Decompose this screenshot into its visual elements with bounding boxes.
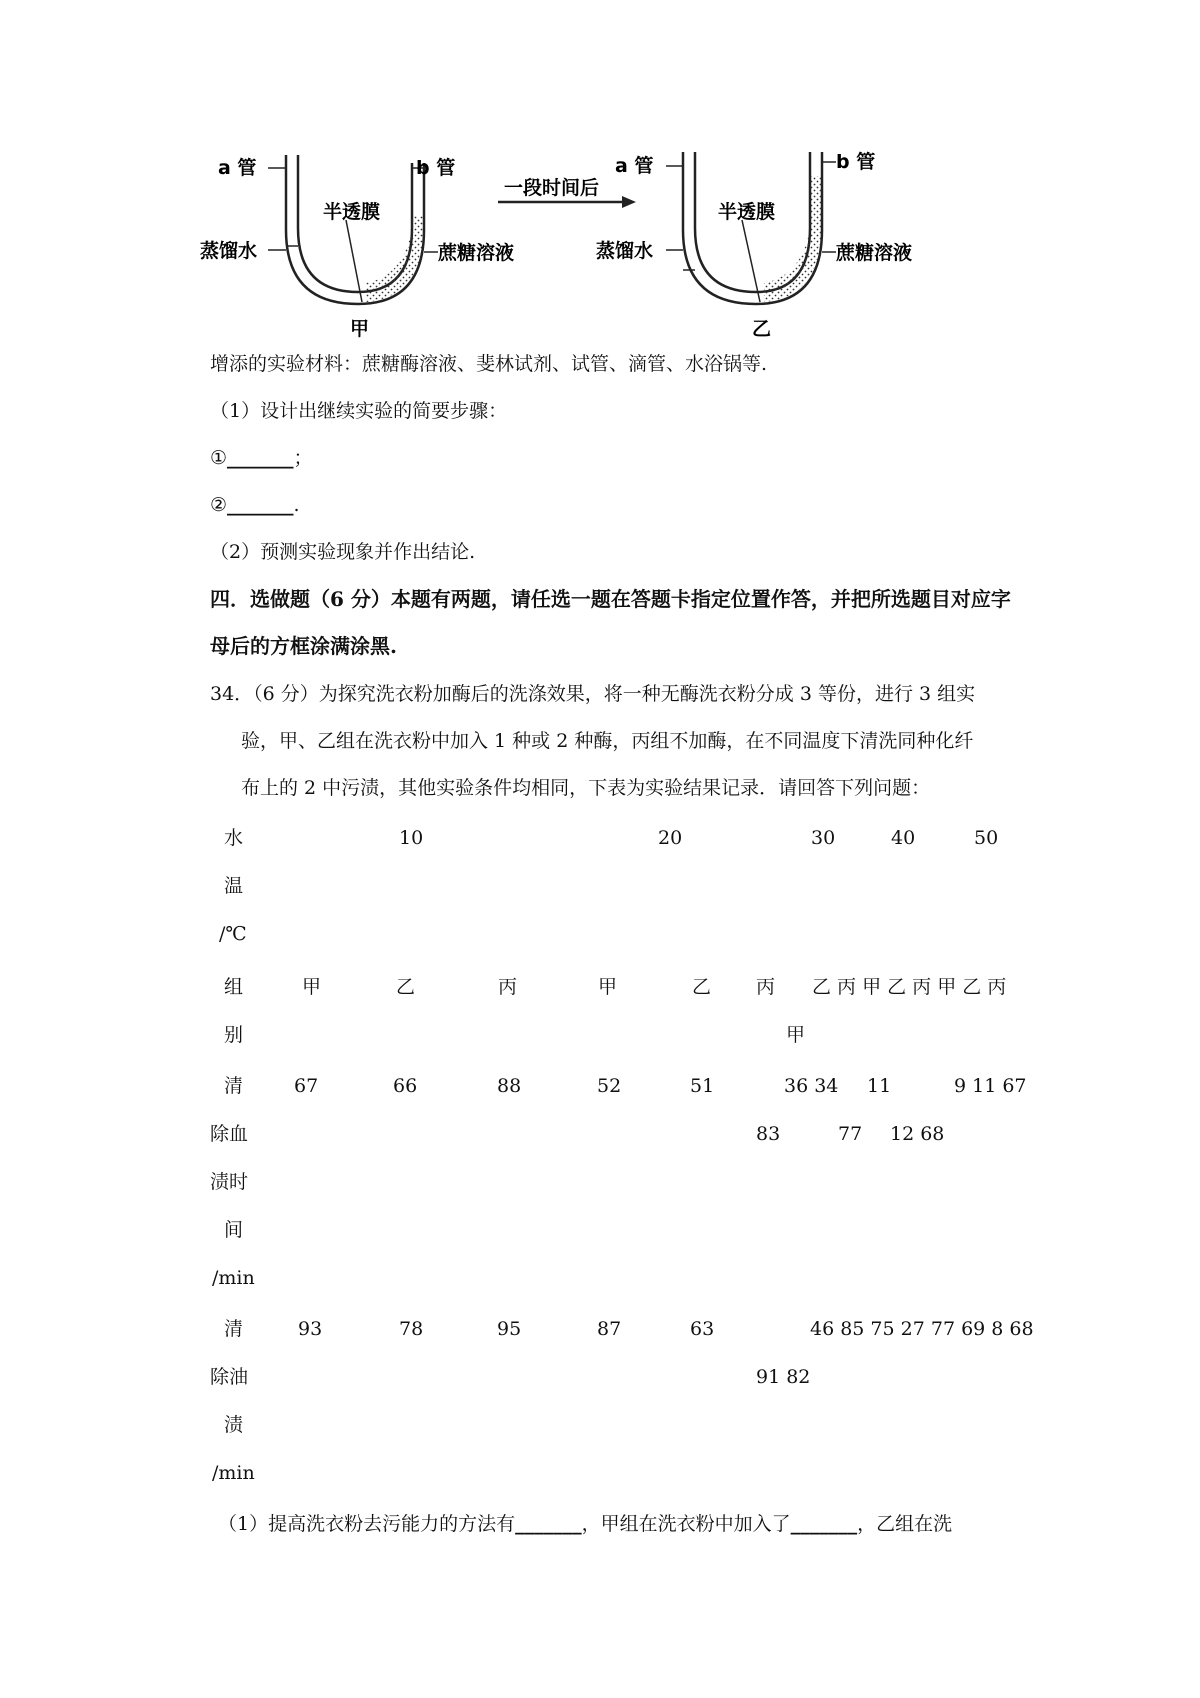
temp-label-3: /℃ xyxy=(219,923,247,945)
u-tube-right xyxy=(666,152,836,304)
group-cell: 甲 xyxy=(598,976,618,998)
left-water-label: 蒸馏水 xyxy=(200,240,258,262)
blood-value-40: 11 xyxy=(867,1075,892,1097)
blood-values-50: 9 11 67 xyxy=(954,1075,1027,1097)
oil-value: 93 xyxy=(298,1318,323,1340)
question-2: （2）预测实验现象并作出结论. xyxy=(210,541,476,563)
final-part-c: ，乙组在洗 xyxy=(857,1513,953,1535)
step-1-blank[interactable]: _______ xyxy=(227,447,294,469)
temp-40: 40 xyxy=(891,827,916,849)
u-tube-diagram xyxy=(0,0,1200,340)
final-blank-1[interactable]: _______ xyxy=(515,1513,582,1535)
temp-label-2: 温 xyxy=(224,875,244,897)
step-2 xyxy=(210,493,300,517)
temp-label-1: 水 xyxy=(224,827,244,849)
blood-value-sub: 83 xyxy=(756,1123,781,1145)
oil-label-3: 渍 xyxy=(224,1414,244,1436)
temp-10: 10 xyxy=(399,827,424,849)
final-part-a: （1）提高洗衣粉去污能力的方法有 xyxy=(218,1513,516,1535)
left-membrane-label: 半透膜 xyxy=(323,201,381,223)
blood-value-sub: 12 68 xyxy=(890,1123,945,1145)
blood-value: 52 xyxy=(597,1075,622,1097)
right-tube-a-label: a 管 xyxy=(615,155,654,177)
oil-label-4: /min xyxy=(212,1462,255,1484)
blood-value: 88 xyxy=(497,1075,522,1097)
group-label-1: 组 xyxy=(224,976,244,998)
question-1: （1）设计出继续实验的简要步骤： xyxy=(210,400,508,422)
group-cell: 丙 xyxy=(498,976,518,998)
blood-label-3: 渍时 xyxy=(210,1171,249,1193)
right-membrane-label: 半透膜 xyxy=(718,201,776,223)
oil-values-sub: 91 82 xyxy=(756,1366,811,1388)
temp-50: 50 xyxy=(974,827,999,849)
blood-label-1: 清 xyxy=(224,1075,244,1097)
question-34-line-2: 验，甲、乙组在洗衣粉中加入 1 种或 2 种酶，丙组不加酶，在不同温度下清洗同种化纤 xyxy=(241,730,974,752)
question-34-line-1: 34．（6 分）为探究洗衣粉加酶后的洗涤效果，将一种无酶洗衣粉分成 3 等份，进行 3 组实 xyxy=(210,683,976,705)
group-cell: 甲 xyxy=(302,976,322,998)
oil-value: 63 xyxy=(690,1318,715,1340)
temp-20: 20 xyxy=(658,827,683,849)
temp-30: 30 xyxy=(811,827,836,849)
right-water-label: 蒸馏水 xyxy=(596,240,654,262)
blood-value: 66 xyxy=(393,1075,418,1097)
oil-values-30-50: 46 85 75 27 77 69 8 68 xyxy=(810,1318,1034,1340)
step-1-mark: ① xyxy=(210,447,228,469)
oil-value: 78 xyxy=(399,1318,424,1340)
section-4-heading: 四．选做题（6 分）本题有两题，请任选一题在答题卡指定位置作答，并把所选题目对应字 xyxy=(210,587,1011,611)
arrow-label: 一段时间后 xyxy=(504,177,600,199)
oil-value: 95 xyxy=(497,1318,522,1340)
question-34-line-3: 布上的 2 中污渍，其他实验条件均相同，下表为实验结果记录．请回答下列问题： xyxy=(241,777,931,799)
group-label-2: 别 xyxy=(224,1024,244,1046)
final-question xyxy=(218,1512,952,1536)
blood-value: 51 xyxy=(690,1075,715,1097)
step-2-blank[interactable]: _______ xyxy=(227,494,294,516)
group-cell: 乙 xyxy=(396,976,416,998)
right-sucrose-label: 蔗糖溶液 xyxy=(836,242,913,264)
step-2-mark: ② xyxy=(210,494,228,516)
final-part-b: ，甲组在洗衣粉中加入了 xyxy=(581,1513,791,1535)
oil-label-2: 除油 xyxy=(210,1366,249,1388)
blood-label-2: 除血 xyxy=(210,1123,249,1145)
final-blank-2[interactable]: _______ xyxy=(790,1513,858,1535)
group-cells-tail: 乙 丙 甲 乙 丙 甲 乙 丙 xyxy=(812,976,1007,998)
blood-values-30: 36 34 xyxy=(784,1075,839,1097)
blood-value-sub: 77 xyxy=(838,1123,863,1145)
oil-label-1: 清 xyxy=(224,1318,244,1340)
group-cell: 丙 xyxy=(756,976,776,998)
oil-value: 87 xyxy=(597,1318,622,1340)
left-caption: 甲 xyxy=(350,318,370,340)
right-tube-b-label: b 管 xyxy=(836,151,876,173)
materials-text: 增添的实验材料：蔗糖酶溶液、斐林试剂、试管、滴管、水浴锅等. xyxy=(210,353,768,375)
left-tube-a-label: a 管 xyxy=(218,157,257,179)
step-1-end: ； xyxy=(293,447,313,469)
group-cell: 乙 xyxy=(692,976,712,998)
blood-label-4: 间 xyxy=(224,1219,244,1241)
u-tube-left xyxy=(268,155,438,304)
blood-label-5: /min xyxy=(212,1267,255,1289)
right-caption: 乙 xyxy=(752,318,772,340)
left-sucrose-label: 蔗糖溶液 xyxy=(438,242,515,264)
step-1 xyxy=(210,446,313,470)
step-2-end: . xyxy=(293,494,300,516)
blood-value: 67 xyxy=(294,1075,319,1097)
group-cell-sub: 甲 xyxy=(786,1024,806,1046)
left-tube-b-label: b 管 xyxy=(416,157,456,179)
section-4-heading-cont: 母后的方框涂满涂黑. xyxy=(210,634,397,658)
